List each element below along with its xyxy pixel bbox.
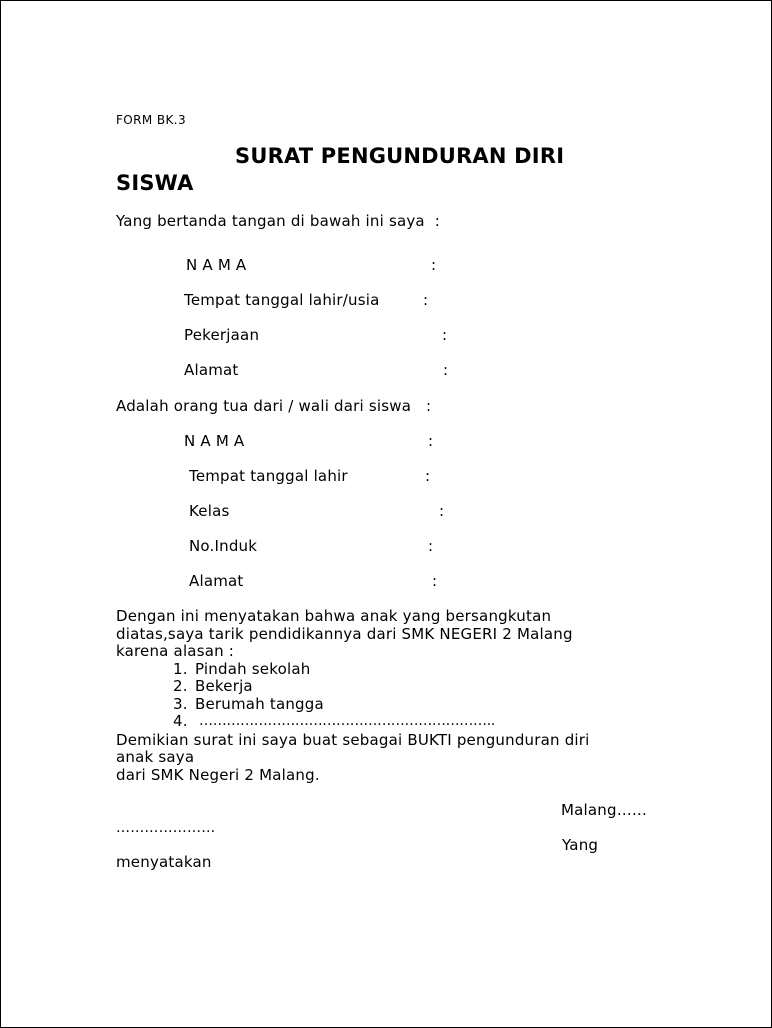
student-birth-label: Tempat tanggal lahir — [189, 467, 348, 485]
parent-birth-label: Tempat tanggal lahir/usia — [184, 291, 380, 309]
student-id-colon: : — [428, 537, 434, 555]
signature-menyatakan: menyatakan — [116, 853, 212, 871]
student-birth-colon: : — [425, 467, 431, 485]
relation-text: Adalah orang tua dari / wali dari siswa : — [116, 397, 432, 415]
parent-job-label: Pekerjaan — [184, 326, 260, 344]
title-line-1: SURAT PENGUNDURAN DIRI — [235, 144, 565, 168]
statement-line-2: diatas,saya tarik pendidikannya dari SMK NEGERI 2 Malang — [116, 625, 573, 643]
closing-line-2: anak saya — [116, 748, 195, 766]
intro-text: Yang bertanda tangan di bawah ini saya : — [116, 212, 441, 230]
statement-line-1: Dengan ini menyatakan bahwa anak yang bersangkutan — [116, 607, 552, 625]
date-dots: ………………… — [116, 820, 216, 836]
closing-line-1: Demikian surat ini saya buat sebagai BUKTI pengunduran diri — [116, 731, 590, 749]
parent-name-label: N A M A — [186, 256, 247, 274]
reason-1-number: 1. — [173, 660, 188, 678]
reason-3-text: Berumah tangga — [195, 695, 324, 713]
parent-birth-colon: : — [423, 291, 429, 309]
student-class-label: Kelas — [189, 502, 230, 520]
reason-2-text: Bekerja — [195, 677, 253, 695]
parent-name-colon: : — [431, 256, 437, 274]
reason-2-number: 2. — [173, 677, 188, 695]
parent-address-label: Alamat — [184, 361, 239, 379]
signature-yang: Yang — [562, 836, 599, 854]
title-line-2: SISWA — [116, 171, 194, 195]
place-date: Malang…… — [561, 801, 648, 819]
student-address-colon: : — [432, 572, 438, 590]
parent-job-colon: : — [442, 326, 448, 344]
parent-address-colon: : — [443, 361, 449, 379]
reason-1-text: Pindah sekolah — [195, 660, 311, 678]
reason-4-text: ……………………………………………………….. — [199, 713, 496, 729]
student-address-label: Alamat — [189, 572, 244, 590]
student-class-colon: : — [439, 502, 445, 520]
student-name-colon: : — [428, 432, 434, 450]
statement-line-3: karena alasan : — [116, 642, 235, 660]
form-code: FORM BK.3 — [116, 113, 187, 127]
student-id-label: No.Induk — [189, 537, 258, 555]
reason-3-number: 3. — [173, 695, 188, 713]
closing-line-3: dari SMK Negeri 2 Malang. — [116, 766, 320, 784]
reason-4-number: 4. — [173, 712, 188, 730]
student-name-label: N A M A — [184, 432, 245, 450]
